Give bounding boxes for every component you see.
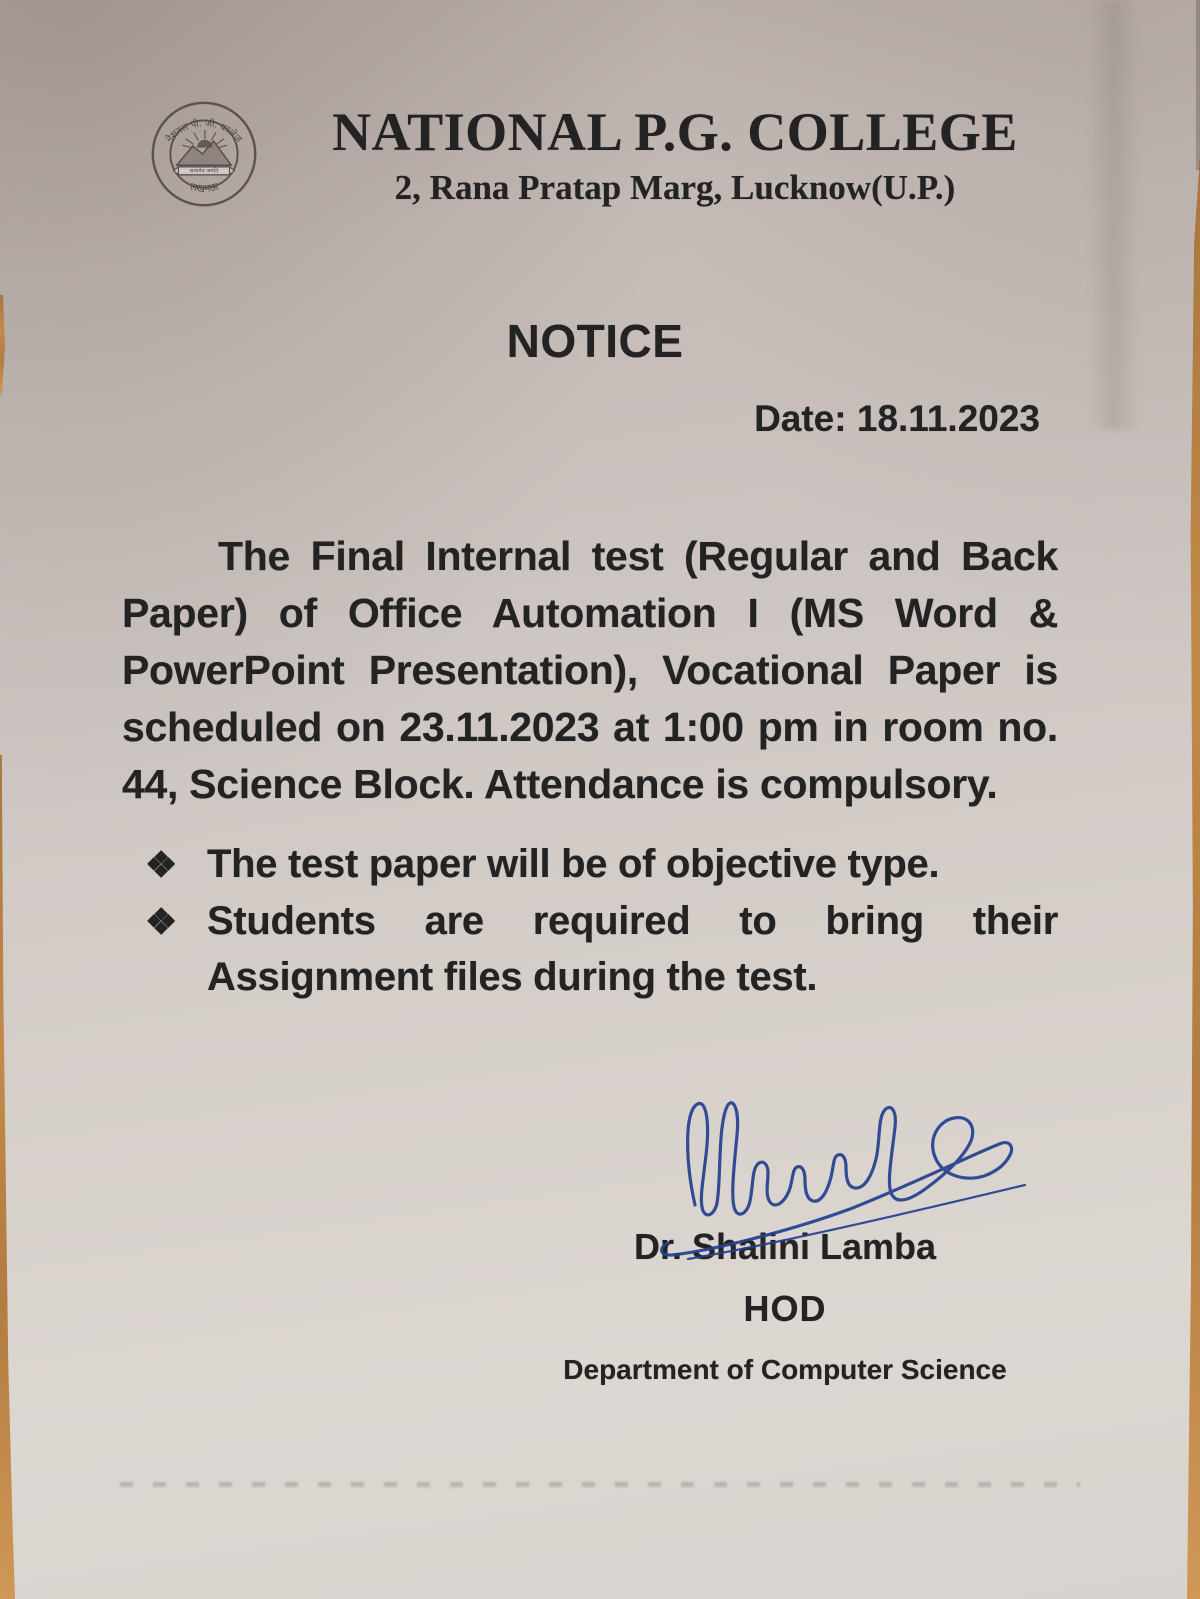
signatory-department: Department of Computer Science: [563, 1354, 1007, 1385]
notice-body: [122, 528, 1058, 813]
body-line: scheduled on 23.11.2023 at 1:00 pm in room no.: [122, 704, 1058, 750]
letterhead: [280, 102, 1070, 209]
signatory-title: HOD: [743, 1288, 827, 1329]
list-item: [145, 893, 1058, 1005]
paper-smudge: [120, 1482, 1080, 1487]
college-name: NATIONAL P.G. COLLEGE: [332, 102, 1018, 162]
body-line: PowerPoint Presentation), Vocational Paper is: [122, 647, 1058, 693]
body-line: The Final Internal test (Regular and Back: [218, 533, 1058, 579]
table-edge-left-lower: [0, 755, 15, 1599]
diamond-bullet-icon: ❖: [145, 844, 177, 885]
list-item: [145, 836, 1058, 892]
body-line: 44, Science Block. Attendance is compulsory.: [122, 761, 998, 807]
college-logo-seal: [148, 98, 260, 210]
signatory-block: [540, 1226, 1030, 1386]
logo-top-text: नेशनल पी. जी. कालेज: [164, 117, 244, 145]
logo-bottom-text: लखनऊ: [188, 181, 220, 196]
notice-bullet-list: [145, 836, 1058, 1006]
notice-heading: NOTICE: [506, 315, 684, 367]
signatory-name: Dr. Shalini Lamba: [633, 1226, 937, 1267]
logo-banner-text: सत्यमेव जयति: [189, 168, 219, 175]
bullet-text: Assignment files during the test.: [207, 955, 818, 999]
diamond-bullet-icon: ❖: [145, 901, 177, 942]
table-edge-right: [1187, 155, 1200, 1599]
bullet-text: Students are required to bring their: [207, 899, 1058, 943]
body-line: Paper) of Office Automation I (MS Word &: [122, 590, 1058, 636]
logo-banner: [174, 166, 235, 174]
college-address: 2, Rana Pratap Marg, Lucknow(U.P.): [394, 168, 956, 207]
paper-edge-shadow: [1196, 0, 1200, 170]
bullet-text: The test paper will be of objective type.: [207, 842, 940, 886]
notice-date: Date: 18.11.2023: [754, 398, 1040, 439]
